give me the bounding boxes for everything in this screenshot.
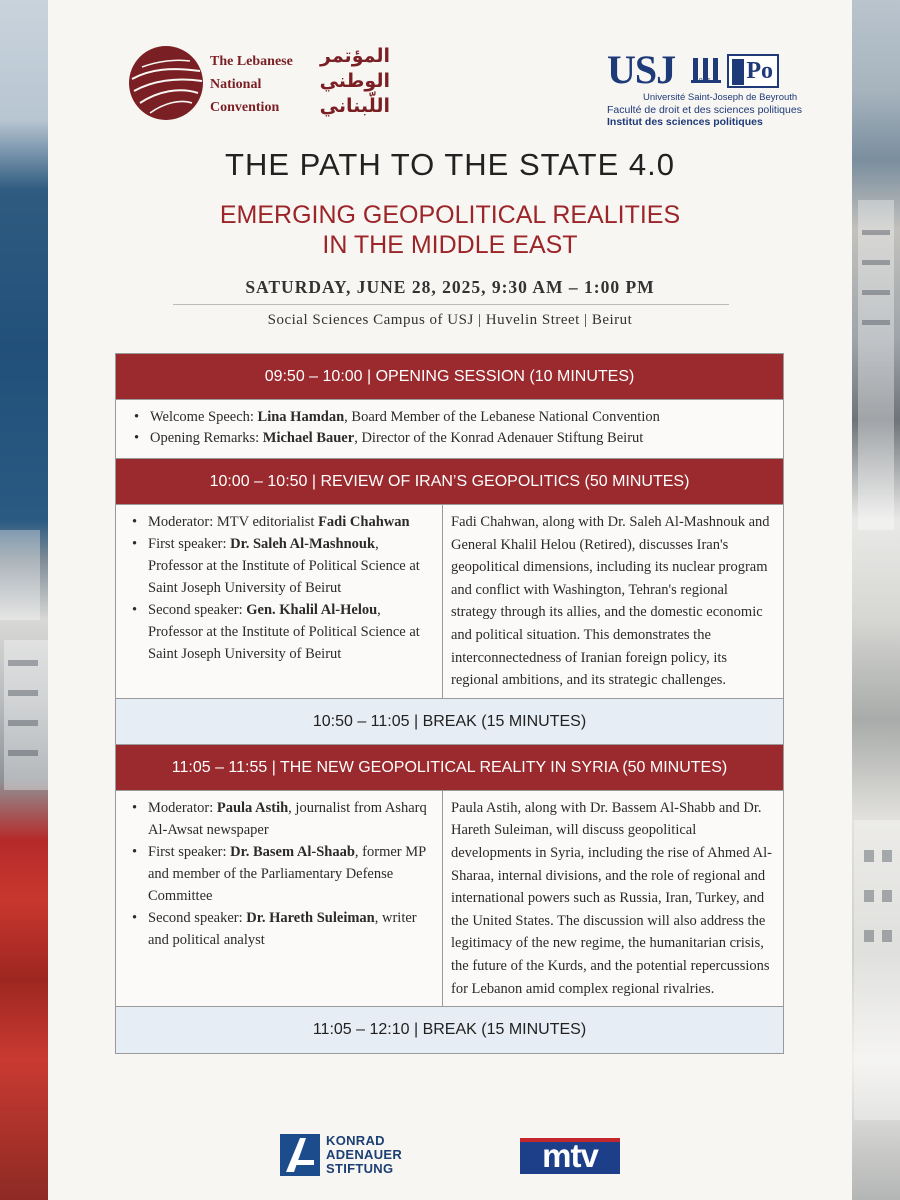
speaker-item: • Welcome Speech: Lina Hamdan, Board Member of the Lebanese National Convention <box>130 407 769 428</box>
break-row: 10:50 – 11:05 | BREAK (15 MINUTES) <box>116 699 783 745</box>
usj-institute: Institut des sciences politiques <box>607 116 763 128</box>
lnc-name-ar-line: المؤتمر <box>320 45 390 67</box>
flyer-panel <box>48 0 852 1200</box>
kas-mark-icon <box>280 1134 320 1176</box>
mtv-wordmark: mtv <box>542 1137 598 1174</box>
event-subtitle <box>48 200 852 260</box>
session-description: Paula Astih, along with Dr. Bassem Al-Shabb and Dr. Hareth Suleiman, will discuss geopolitical developments in Syria, including the rise of Ahmed Al-Sharaa, internal divisions, and the role of regional and international powers such as Russia, Iran, Turkey, and the United States. The discussion will also address the legitimacy of the new regime, the humanitarian crisis, the future of the Kurds, and the potential repercussions for Lebanon amid complex regional rivalries. <box>451 799 772 997</box>
session-body <box>116 400 783 459</box>
session-heading: 09:50 – 10:00 | OPENING SESSION (10 MINUTES) <box>116 354 783 400</box>
speaker-column <box>116 505 443 698</box>
speaker-column <box>116 791 443 1006</box>
subtitle-line: EMERGING GEOPOLITICAL REALITIES <box>219 201 681 229</box>
usj-year: 1875 <box>695 78 711 85</box>
background-photo-left <box>0 0 48 1200</box>
kas-line: ADENAUER <box>326 1147 403 1162</box>
event-venue: Social Sciences Campus of USJ | Huvelin Street | Beirut <box>267 312 633 328</box>
session-body <box>116 505 783 699</box>
speaker-list <box>130 407 769 449</box>
divider <box>173 304 729 305</box>
lnc-name-ar-line: اللّبناني <box>319 95 390 117</box>
break-row: 11:05 – 12:10 | BREAK (15 MINUTES) <box>116 1007 783 1053</box>
speaker-item: • Moderator: Paula Astih, journalist from Asharq Al-Awsat newspaper <box>128 797 434 841</box>
speaker-item: • Second speaker: Dr. Hareth Suleiman, writer and political analyst <box>128 907 434 951</box>
session-description: Fadi Chahwan, along with Dr. Saleh Al-Mashnouk and General Khalil Helou (Retired), discusses Iran's geopolitical dimensions, including its nuclear program and conflict with Washington, Tehran's regional strategy through its allies, and the domestic economic and political situation. This demonstrates the interconnectedness of Iranian foreign policy, its regional ambitions, and its strategic challenges. <box>451 514 770 689</box>
speaker-list <box>128 511 434 665</box>
lnc-name-ar-line: الوطني <box>319 70 390 92</box>
usj-logo <box>603 47 802 130</box>
speaker-item: • First speaker: Dr. Saleh Al-Mashnouk, Professor at the Institute of Political Science at Saint Joseph University of Beirut <box>128 533 434 599</box>
speaker-item: • Opening Remarks: Michael Bauer, Director of the Konrad Adenauer Stiftung Beirut <box>130 428 769 449</box>
speaker-item: • First speaker: Dr. Basem Al-Shaab, former MP and member of the Parliamentary Defense Committee <box>128 841 434 907</box>
speaker-item: • Second speaker: Gen. Khalil Al-Helou, Professor at the Institute of Political Science at Saint Joseph University of Beirut <box>128 599 434 665</box>
lnc-name-ar <box>310 44 390 119</box>
lnc-name-line: National <box>210 77 262 92</box>
speaker-item: • Moderator: MTV editorialist Fadi Chahwan <box>128 511 434 533</box>
event-date: SATURDAY, JUNE 28, 2025, 9:30 AM – 1:00 PM <box>245 277 655 297</box>
po-logo: Po <box>727 54 779 88</box>
schedule-table <box>115 353 784 1054</box>
subtitle-line: IN THE MIDDLE EAST <box>322 231 578 259</box>
kas-name <box>326 1134 402 1176</box>
background-photo-right <box>852 0 900 1200</box>
session-heading: 11:05 – 11:55 | THE NEW GEOPOLITICAL REALITY IN SYRIA (50 MINUTES) <box>116 745 783 791</box>
session-body <box>116 791 783 1007</box>
speaker-list <box>128 797 434 951</box>
lnc-name-line: The Lebanese <box>210 54 293 69</box>
event-title: THE PATH TO THE STATE 4.0 <box>225 147 675 182</box>
session-heading: 10:00 – 10:50 | REVIEW OF IRAN’S GEOPOLITICS (50 MINUTES) <box>116 459 783 505</box>
kas-line: KONRAD <box>326 1133 385 1148</box>
usj-wordmark: USJ <box>607 47 676 92</box>
lnc-globe-logo <box>128 45 204 121</box>
kas-line: STIFTUNG <box>326 1161 394 1176</box>
lnc-name-line: Convention <box>210 100 280 115</box>
usj-name: Université Saint-Joseph de Beyrouth <box>643 92 798 103</box>
usj-faculty: Faculté de droit et des sciences politiques <box>607 104 802 116</box>
kas-logo <box>280 1134 410 1176</box>
mtv-logo <box>520 1138 620 1174</box>
